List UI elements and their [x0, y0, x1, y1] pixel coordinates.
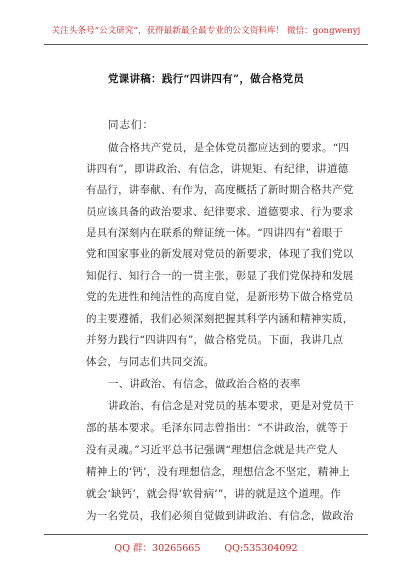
body-line: 就会‘缺钙’，就会得‘软骨病’”，讲的就是这个道理。作	[86, 488, 342, 500]
section-heading: 一、讲政治、有信念，做政治合格的表率	[108, 378, 301, 390]
body-line: 员应该具备的政治要求、纪律要求、道德要求、行为要求	[86, 206, 354, 218]
body-line: 精神上的‘钙’，没有理想信念，理想信念不坚定，精神上	[86, 466, 350, 478]
footer-divider	[44, 534, 368, 535]
body-line: 讲政治、有信念是对党员的基本要求，更是对党员干	[108, 400, 355, 412]
body-line: 党的先进性和纯洁性的高度自觉，是新形势下做合格党员	[86, 291, 354, 303]
body-line: 并努力践行“四讲四有”，做合格党员。下面，我讲几点	[86, 334, 344, 346]
body-line: 的主要遵循，我们必须深刻把握其科学内涵和精神实质，	[86, 313, 354, 325]
body-line: 部的基本要求。毛泽东同志曾指出：“不讲政治，就等于	[86, 422, 349, 434]
header-divider	[44, 44, 368, 45]
body-line: 为一名党员，我们必须自觉做到讲政治、有信念，做政治	[86, 510, 354, 522]
document-title: 党课讲稿：践行“四讲四有”，做合格党员	[107, 73, 305, 85]
body-line: 是具有深刻内在联系的辩证统一体。“四讲四有”着眼于	[86, 227, 344, 239]
qq-number: QQ:535304092	[224, 543, 298, 554]
body-line: 知促行、知行合一的一贯主张，彰显了我们党保持和发展	[86, 270, 354, 282]
qq-group-number: QQ 群：30265665	[114, 543, 201, 554]
body-line: 没有灵魂。”习近平总书记强调“理想信念就是共产党人	[86, 444, 338, 456]
body-line: 有品行，讲奉献、有作为，高度概括了新时期合格共产党	[86, 184, 354, 196]
body-line: 讲四有”，即讲政治、有信念，讲规矩、有纪律，讲道德	[86, 163, 349, 175]
salutation: 同志们：	[108, 119, 154, 131]
body-line: 党和国家事业的新发展对党员的新要求，体现了我们党以	[86, 248, 354, 260]
body-line: 体会，与同志们共同交流。	[86, 356, 215, 368]
body-line: 做合格共产党员，是全体党员都应达到的要求。“四	[108, 142, 349, 154]
footer-contact	[44, 540, 368, 554]
header-notice: 关注头条号“公文研究”，获得最新最全最专业的公文资料库！ 微信：gongwenyj	[51, 26, 361, 36]
